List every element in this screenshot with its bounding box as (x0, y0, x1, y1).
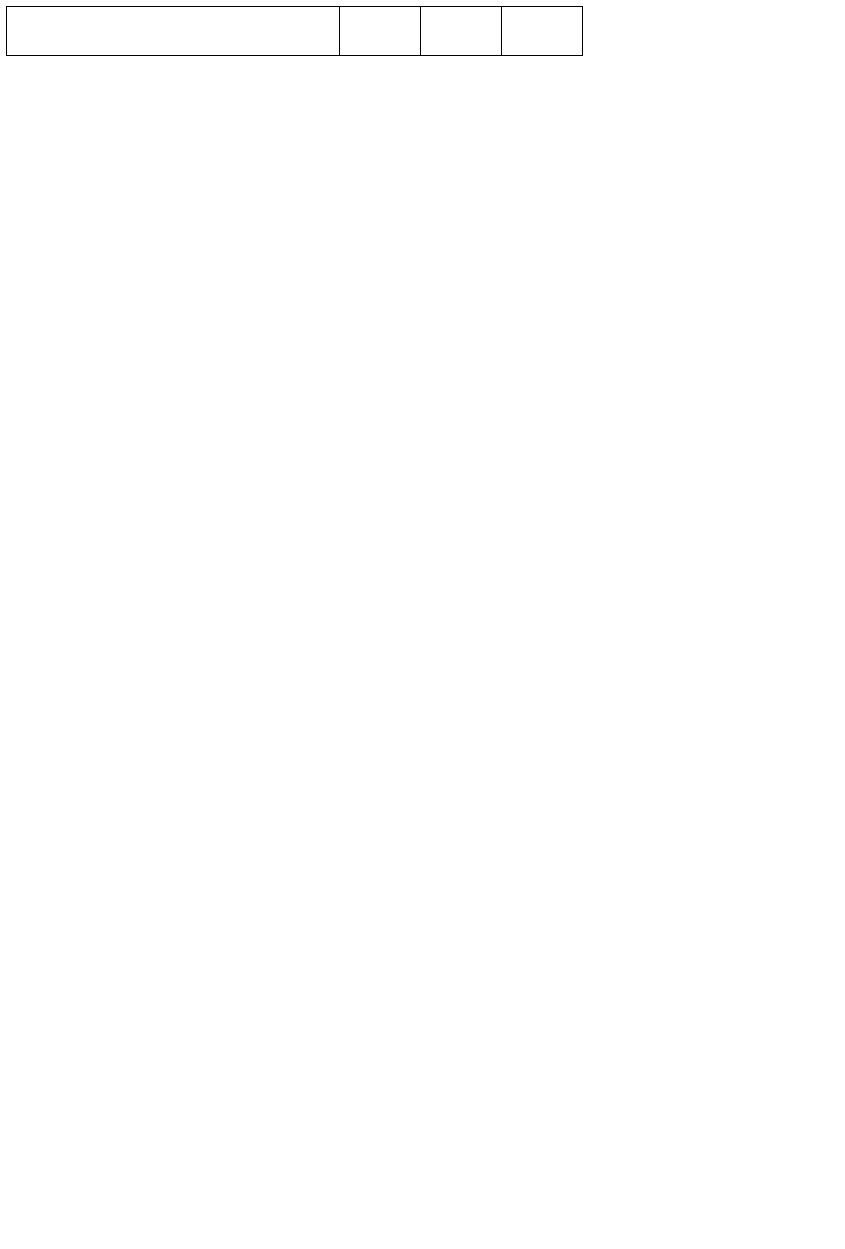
year-header-2016 (502, 7, 583, 56)
savings-table (6, 6, 583, 56)
table-header-row (7, 7, 583, 56)
year-header-2015 (421, 7, 502, 56)
year-header-2014 (340, 7, 421, 56)
table-title (7, 7, 340, 56)
